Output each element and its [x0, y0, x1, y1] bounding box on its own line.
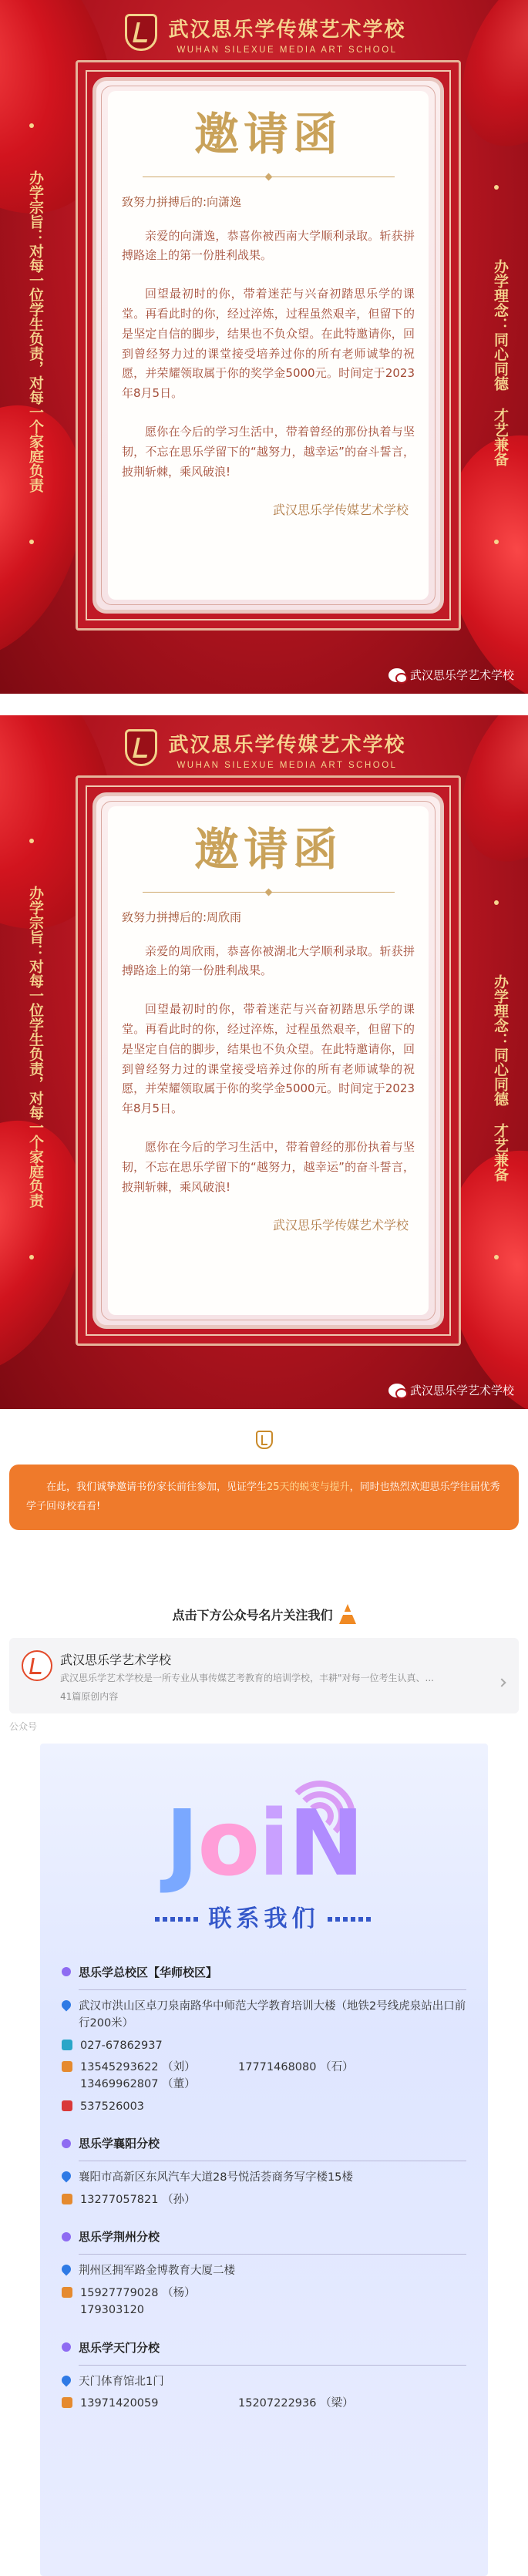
school-name-cn: 武汉思乐学传媒艺术学校	[168, 18, 406, 42]
school-logo-icon	[125, 14, 157, 51]
invitation-title: 邀请函	[193, 108, 342, 160]
join-hero	[40, 1744, 488, 1944]
invitation-paragraph: 愿你在今后的学习生活中，带着曾经的那份执着与坚韧，不忘在思乐学留下的“越努力，越幸运”的奋斗誓言，披荆斩棘，乘风破浪!	[122, 1139, 415, 1194]
branch-jingzhou	[62, 2228, 466, 2319]
bullet-icon	[62, 2139, 71, 2148]
contact-poster	[40, 1744, 488, 2576]
qq-icon	[62, 2100, 72, 2111]
location-icon	[60, 2373, 73, 2386]
school-name-en: WUHAN SILEXUE MEDIA ART SCHOOL	[177, 45, 398, 55]
invitation-paragraph: 回望最初时的你，带着迷茫与兴奋初踏思乐学的课堂。再看此时的你，经过淬炼，过程虽然艰辛，但留下的是坚定自信的脚步，结果也不负众望。在此特邀请你，回到曾经努力过的课堂接受培养过你的所有老师诚挚的祝愿，并荣耀领取属于你的奖学金5000元。时间定于2023年8月5日。	[122, 1002, 415, 1116]
mobile-icon	[62, 2061, 72, 2072]
invitation-card	[108, 91, 429, 600]
school-motto-right: 办学理念：同心同德 才艺兼备	[492, 258, 509, 466]
invitation-signature: 武汉思乐学传媒艺术学校	[272, 503, 409, 518]
branch-address: 荆州区拥军路金博教育大厦二楼	[79, 2265, 235, 2278]
mobile-icon	[62, 2194, 72, 2204]
school-motto-left: 办学宗旨：对每一位学生负责，对每一个家庭负责	[27, 170, 44, 493]
side-dot	[494, 1255, 499, 1259]
branch-tel: 027-67862937	[80, 2039, 163, 2052]
branch-phone: 13469962807 （董）	[80, 2078, 196, 2091]
branch-name: 思乐学荆州分校	[79, 2230, 160, 2245]
location-icon	[60, 2170, 73, 2183]
wechat-icon	[388, 1384, 405, 1397]
banner-text: 在此，我们诚挚邀请书份家长前往参加，见证学生	[46, 1481, 267, 1493]
branch-phone: 15207222936 （梁）	[238, 2397, 354, 2410]
banner-highlight: 25天的蜕变与提升	[267, 1481, 350, 1493]
invitation-card	[108, 806, 429, 1315]
invitation-greeting: 致努力拼搏后的:周欣雨	[122, 910, 242, 924]
account-description: 武汉思乐学艺术学校是一所专业从事传媒艺考教育的培训学校，丰耕"对每一位考生认真、...	[60, 1673, 434, 1684]
side-dot	[494, 185, 499, 190]
branch-name: 思乐学天门分校	[79, 2340, 160, 2355]
side-dot	[29, 123, 34, 128]
side-dot	[494, 540, 499, 544]
title-divider	[122, 174, 415, 180]
school-motto-left: 办学宗旨：对每一位学生负责，对每一个家庭负责	[27, 886, 44, 1208]
title-divider	[122, 889, 415, 895]
account-avatar	[22, 1650, 52, 1681]
follow-prompt	[0, 1604, 528, 1624]
location-icon	[60, 1998, 73, 2011]
bullet-icon	[62, 1967, 71, 1976]
branch-main-campus	[62, 1964, 466, 2116]
wechat-icon	[388, 668, 405, 682]
invitation-paragraph: 亲爱的向潇逸，恭喜你被西南大学顺利录取。斩获拼搏路途上的第一份胜利战果。	[122, 228, 415, 263]
watermark-text: 武汉思乐学艺术学校	[409, 668, 514, 682]
official-account-card[interactable]	[9, 1638, 519, 1713]
invitation-paragraph: 愿你在今后的学习生活中，带着曾经的那份执着与坚韧，不忘在思乐学留下的“越努力，越幸运”的奋斗誓言，披荆斩棘，乘风破浪!	[122, 424, 415, 479]
join-word: JoiN	[165, 1789, 363, 1896]
school-name-cn: 武汉思乐学传媒艺术学校	[168, 734, 406, 757]
side-dot	[29, 1255, 34, 1259]
branch-address: 天门体育馆北1门	[79, 2375, 164, 2388]
invitation-paragraph: 回望最初时的你，带着迷茫与兴奋初踏思乐学的课堂。再看此时的你，经过淬炼，过程虽然艰辛，但留下的是坚定自信的脚步，结果也不负众望。在此特邀请你，回到曾经努力过的课堂接受培养过你的所有老师诚挚的祝愿，并荣耀领取属于你的奖学金5000元。时间定于2023年8月5日。	[122, 287, 415, 401]
location-icon	[60, 2263, 73, 2276]
branch-phone: 13971420059	[80, 2397, 159, 2410]
side-dot	[29, 839, 34, 843]
invitation-title: 邀请函	[193, 823, 342, 876]
branch-tianmen	[62, 2339, 466, 2413]
school-logo-icon	[125, 729, 157, 766]
side-dot	[494, 900, 499, 905]
branch-phone: 17930312​0	[80, 2304, 145, 2317]
school-logo-icon	[256, 1431, 273, 1449]
invitation-greeting: 致努力拼搏后的:向潇逸	[122, 194, 242, 209]
branch-phone: 17771468080 （石）	[238, 2060, 354, 2073]
mobile-icon	[62, 2397, 72, 2408]
school-name-en: WUHAN SILEXUE MEDIA ART SCHOOL	[177, 761, 398, 770]
invitation-poster-1	[0, 0, 528, 694]
bullet-icon	[62, 2342, 71, 2352]
wechat-watermark	[388, 667, 514, 683]
side-dot	[29, 540, 34, 544]
invitation-paragraph: 亲爱的周欣雨，恭喜你被湖北大学顺利录取。斩获拼搏路途上的第一份胜利战果。	[122, 943, 415, 978]
bullet-icon	[62, 2232, 71, 2241]
branch-phone: 13277057821 （孙）	[80, 2193, 196, 2206]
small-logo	[0, 1409, 528, 1460]
branch-name: 思乐学总校区【华师校区】	[79, 1965, 218, 1979]
invitation-signature: 武汉思乐学传媒艺术学校	[272, 1218, 409, 1233]
account-article-count: 41篇原创内容	[60, 1690, 119, 1702]
school-header	[0, 14, 528, 55]
banner-text: ，同时也热烈欢迎思乐学往届优秀学子回母校看看!	[26, 1481, 500, 1512]
invitation-banner	[9, 1465, 519, 1530]
wechat-watermark	[388, 1382, 514, 1398]
school-motto-right: 办学理念：同心同德 才艺兼备	[492, 974, 509, 1182]
follow-label: 点击下方公众号名片关注我们	[172, 1607, 333, 1623]
branch-address: 襄阳市高新区东风汽车大道28号悦活荟商务写字楼15楼	[79, 2171, 353, 2184]
branch-name: 思乐学襄阳分校	[79, 2137, 160, 2151]
watermark-text: 武汉思乐学艺术学校	[409, 1384, 514, 1397]
account-type-label: 公众号	[9, 1720, 38, 1732]
mobile-icon	[62, 2287, 72, 2298]
branch-phone: 13545293622 （刘）	[80, 2060, 196, 2073]
phone-icon	[62, 2040, 72, 2050]
contact-title: 联系我们	[40, 1899, 488, 1933]
branch-qq: 537526003	[80, 2100, 145, 2113]
school-header	[0, 729, 528, 770]
traffic-cone-icon	[339, 1604, 356, 1624]
branch-phone: 15927779028 （杨）	[80, 2286, 196, 2299]
branch-address: 武汉市洪山区卓刀泉南路华中师范大学教育培训大楼（地铁2号线虎泉站出口前行200米）	[79, 1999, 466, 2030]
branch-xiangyang	[62, 2135, 466, 2208]
account-name: 武汉思乐学艺术学校	[60, 1653, 172, 1668]
invitation-poster-2	[0, 715, 528, 1409]
